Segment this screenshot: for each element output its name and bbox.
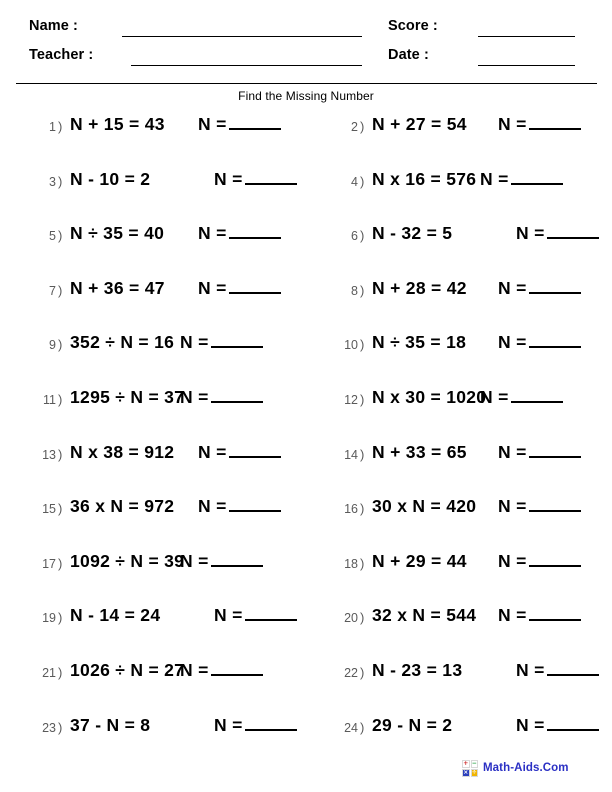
- problem-row: [0, 169, 612, 224]
- problem-number: 9: [49, 338, 56, 353]
- problem-number-paren: ): [58, 228, 63, 244]
- answer-prefix: N =: [498, 605, 527, 626]
- problem-number: 4: [351, 174, 358, 189]
- worksheet-header: [0, 0, 612, 84]
- date-input-line[interactable]: [478, 65, 575, 66]
- answer-blank[interactable]: [245, 170, 297, 185]
- answer-blank[interactable]: [211, 552, 263, 567]
- answer-prefix: N =: [498, 441, 527, 462]
- problem-grid: [0, 114, 612, 769]
- problem-number-paren: ): [360, 337, 365, 353]
- answer-blank[interactable]: [229, 115, 281, 130]
- answer-prefix: N =: [214, 605, 243, 626]
- divide-icon: ÷: [471, 769, 477, 776]
- problem-number: 8: [351, 283, 358, 298]
- problem-number-paren: ): [58, 119, 63, 134]
- problem-18: [320, 551, 612, 581]
- answer-area: [498, 114, 581, 135]
- problem-number-paren: ): [360, 664, 365, 680]
- problem-expression: N + 36 = 47: [70, 277, 165, 298]
- problem-number: 2: [351, 120, 358, 134]
- problem-expression: 1092 ÷ N = 39: [70, 550, 185, 571]
- problem-number-paren: ): [360, 610, 365, 626]
- problem-number: 23: [42, 720, 56, 735]
- answer-area: [480, 169, 563, 190]
- answer-area: [498, 332, 581, 353]
- problem-number: 11: [43, 392, 56, 407]
- problem-row: [0, 496, 612, 551]
- problem-20: [320, 605, 612, 635]
- problem-1: [18, 114, 314, 144]
- answer-prefix: N =: [214, 714, 243, 735]
- problem-row: [0, 223, 612, 278]
- problem-number-paren: ): [360, 391, 365, 407]
- problem-2: [320, 114, 612, 144]
- problem-number-paren: ): [58, 610, 63, 626]
- answer-blank[interactable]: [511, 388, 563, 403]
- problem-23: [18, 715, 314, 745]
- problem-24: [320, 715, 612, 745]
- answer-prefix: N =: [498, 277, 527, 298]
- answer-area: [198, 496, 281, 517]
- problem-number-paren: ): [58, 391, 63, 407]
- problem-number: 13: [42, 447, 56, 462]
- problem-row: [0, 660, 612, 715]
- problem-16: [320, 496, 612, 526]
- problem-number-paren: ): [360, 555, 365, 571]
- answer-area: [180, 551, 263, 572]
- problem-number-paren: ): [360, 719, 365, 735]
- problem-expression: N - 10 = 2: [70, 168, 151, 189]
- problem-number-paren: ): [58, 337, 63, 353]
- answer-prefix: N =: [480, 168, 509, 189]
- answer-blank[interactable]: [547, 661, 599, 676]
- score-label: Score :: [388, 18, 438, 34]
- answer-area: [198, 442, 281, 463]
- answer-area: [180, 387, 263, 408]
- answer-blank[interactable]: [529, 115, 581, 130]
- problem-expression: 32 x N = 544: [372, 605, 477, 626]
- problem-number-paren: ): [58, 664, 63, 680]
- problem-expression: N + 27 = 54: [372, 114, 467, 134]
- problem-number-paren: ): [58, 555, 63, 571]
- problem-expression: N ÷ 35 = 40: [70, 223, 165, 244]
- problem-7: [18, 278, 314, 308]
- problem-number-paren: ): [58, 501, 63, 517]
- answer-blank[interactable]: [529, 279, 581, 294]
- problem-row: [0, 387, 612, 442]
- answer-area: [180, 660, 263, 681]
- answer-area: [198, 114, 281, 135]
- problem-number-paren: ): [360, 228, 365, 244]
- answer-blank[interactable]: [229, 224, 281, 239]
- answer-area: [498, 278, 581, 299]
- problem-row: [0, 551, 612, 606]
- problem-number: 6: [351, 229, 358, 244]
- answer-prefix: N =: [498, 332, 527, 353]
- problem-expression: N - 32 = 5: [372, 223, 453, 244]
- answer-prefix: N =: [180, 550, 209, 571]
- problem-number-paren: ): [58, 173, 63, 189]
- answer-blank[interactable]: [511, 170, 563, 185]
- math-aids-logo-text: Math-Aids.Com: [483, 762, 569, 774]
- problem-number: 24: [344, 720, 358, 735]
- answer-area: [516, 715, 599, 736]
- problem-number: 1: [49, 120, 56, 134]
- name-input-line[interactable]: [122, 36, 362, 37]
- answer-area: [498, 442, 581, 463]
- problem-number: 3: [49, 174, 56, 189]
- problem-9: [18, 332, 314, 362]
- answer-blank[interactable]: [529, 443, 581, 458]
- problem-number-paren: ): [360, 446, 365, 462]
- problem-number: 12: [344, 392, 358, 407]
- answer-blank[interactable]: [529, 606, 581, 621]
- plus-icon: +: [463, 760, 469, 767]
- answer-prefix: N =: [516, 714, 545, 735]
- answer-blank[interactable]: [245, 606, 297, 621]
- problem-number: 7: [49, 283, 56, 298]
- problem-number-paren: ): [360, 501, 365, 517]
- teacher-input-line[interactable]: [131, 65, 362, 66]
- answer-blank[interactable]: [211, 333, 263, 348]
- problem-21: [18, 660, 314, 690]
- math-aids-logo[interactable]: [462, 760, 569, 776]
- date-label: Date :: [388, 47, 429, 63]
- problem-row: [0, 278, 612, 333]
- problem-15: [18, 496, 314, 526]
- problem-row: [0, 332, 612, 387]
- minus-icon: −: [471, 760, 477, 767]
- problem-expression: 29 - N = 2: [372, 714, 453, 735]
- problem-number-paren: ): [58, 446, 63, 462]
- score-input-line[interactable]: [478, 36, 575, 37]
- answer-prefix: N =: [516, 659, 545, 680]
- problem-22: [320, 660, 612, 690]
- problem-expression: N + 29 = 44: [372, 550, 467, 571]
- problem-11: [18, 387, 314, 417]
- problem-4: [320, 169, 612, 199]
- answer-blank[interactable]: [211, 388, 263, 403]
- problem-expression: N + 15 = 43: [70, 114, 165, 134]
- answer-prefix: N =: [198, 277, 227, 298]
- answer-blank[interactable]: [245, 716, 297, 731]
- answer-blank[interactable]: [547, 224, 599, 239]
- problem-expression: N + 33 = 65: [372, 441, 467, 462]
- problem-row: [0, 605, 612, 660]
- problem-number: 18: [344, 556, 358, 571]
- answer-prefix: N =: [480, 386, 509, 407]
- problem-expression: N + 28 = 42: [372, 277, 467, 298]
- answer-blank[interactable]: [229, 443, 281, 458]
- problem-10: [320, 332, 612, 362]
- problem-expression: N x 30 = 1020: [372, 386, 487, 407]
- answer-blank[interactable]: [547, 716, 599, 731]
- header-divider: [16, 83, 597, 84]
- problem-number: 16: [344, 502, 358, 517]
- problem-number: 10: [344, 338, 358, 353]
- problem-6: [320, 223, 612, 253]
- answer-area: [214, 715, 297, 736]
- problem-number-paren: ): [360, 119, 365, 134]
- answer-area: [180, 332, 263, 353]
- answer-area: [198, 223, 281, 244]
- answer-blank[interactable]: [229, 279, 281, 294]
- problem-expression: 36 x N = 972: [70, 496, 175, 517]
- math-aids-logo-icon: [462, 760, 478, 776]
- problem-8: [320, 278, 612, 308]
- problem-3: [18, 169, 314, 199]
- answer-area: [498, 551, 581, 572]
- answer-prefix: N =: [180, 659, 209, 680]
- answer-prefix: N =: [498, 550, 527, 571]
- name-label: Name :: [29, 18, 78, 34]
- problem-number: 17: [42, 556, 56, 571]
- problem-expression: N - 23 = 13: [372, 659, 463, 680]
- answer-prefix: N =: [498, 496, 527, 517]
- problem-19: [18, 605, 314, 635]
- answer-area: [498, 496, 581, 517]
- answer-prefix: N =: [198, 496, 227, 517]
- teacher-label: Teacher :: [29, 47, 94, 63]
- problem-expression: N x 38 = 912: [70, 441, 175, 462]
- answer-area: [198, 278, 281, 299]
- problem-number-paren: ): [360, 282, 365, 298]
- problem-number: 15: [42, 502, 56, 517]
- answer-prefix: N =: [180, 332, 209, 353]
- problem-expression: 1295 ÷ N = 37: [70, 386, 185, 407]
- problem-row: [0, 442, 612, 497]
- answer-prefix: N =: [214, 168, 243, 189]
- page-title: Find the Missing Number: [238, 89, 374, 103]
- problem-number: 5: [49, 229, 56, 244]
- answer-area: [480, 387, 563, 408]
- problem-expression: 352 ÷ N = 16: [70, 332, 175, 353]
- problem-number: 20: [344, 611, 358, 626]
- problem-number-paren: ): [360, 173, 365, 189]
- problem-12: [320, 387, 612, 417]
- problem-expression: 1026 ÷ N = 27: [70, 659, 185, 680]
- answer-prefix: N =: [198, 441, 227, 462]
- answer-blank[interactable]: [529, 552, 581, 567]
- problem-5: [18, 223, 314, 253]
- problem-number: 22: [344, 665, 358, 680]
- problem-number: 21: [42, 665, 56, 680]
- problem-expression: N x 16 = 576: [372, 168, 477, 189]
- problem-number-paren: ): [58, 282, 63, 298]
- answer-blank[interactable]: [529, 497, 581, 512]
- problem-14: [320, 442, 612, 472]
- multiply-icon: ×: [463, 769, 469, 776]
- answer-blank[interactable]: [229, 497, 281, 512]
- problem-expression: 30 x N = 420: [372, 496, 477, 517]
- answer-area: [516, 223, 599, 244]
- answer-blank[interactable]: [211, 661, 263, 676]
- answer-prefix: N =: [198, 223, 227, 244]
- problem-number: 14: [344, 447, 358, 462]
- answer-area: [214, 605, 297, 626]
- problem-expression: N ÷ 35 = 18: [372, 332, 467, 353]
- problem-row: [0, 114, 612, 169]
- problem-17: [18, 551, 314, 581]
- answer-prefix: N =: [180, 386, 209, 407]
- problem-13: [18, 442, 314, 472]
- problem-number: 19: [42, 611, 56, 626]
- answer-area: [516, 660, 599, 681]
- problem-number-paren: ): [58, 719, 63, 735]
- answer-prefix: N =: [516, 223, 545, 244]
- answer-prefix: N =: [498, 114, 527, 134]
- answer-prefix: N =: [198, 114, 227, 134]
- problem-expression: 37 - N = 8: [70, 714, 151, 735]
- problem-expression: N - 14 = 24: [70, 605, 161, 626]
- answer-area: [498, 605, 581, 626]
- answer-area: [214, 169, 297, 190]
- answer-blank[interactable]: [529, 333, 581, 348]
